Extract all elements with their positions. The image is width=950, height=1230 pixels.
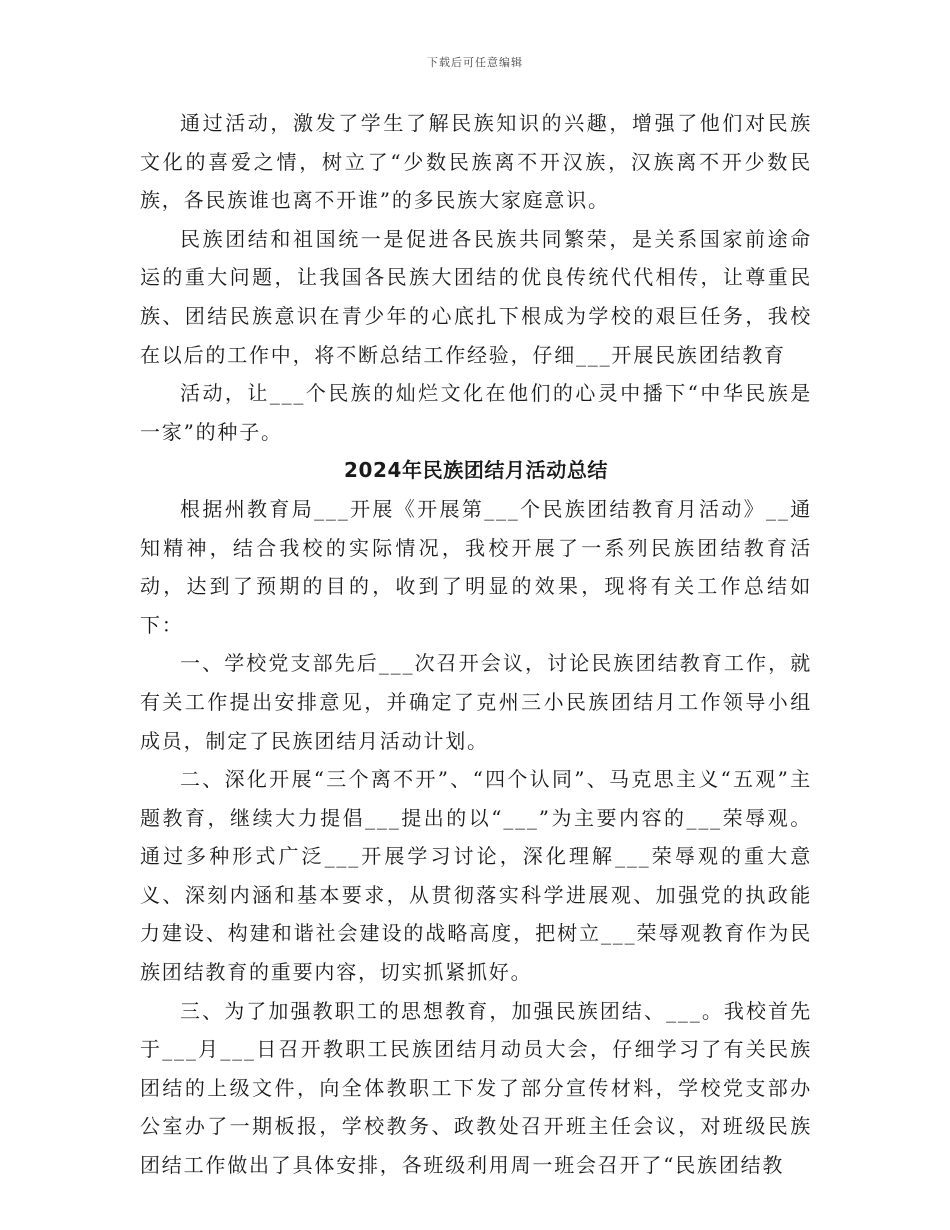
paragraph: 二、深化开展“三个离不开”、“四个认同”、马克思主义“五观”主题教育，继续大力提倡___提出的以“___”为主要内容的___荣辱观。通过多种形式广泛___开展学习讨论，深化理解___荣辱观的重大意义、深刻内涵和基本要求，从贯彻落实科学进展观、加强党的执政能力建设、构建和谐社会建设的战略高度，把树立___荣辱观教育作为民族团结教育的重要内容，切实抓紧抓好。 bbox=[140, 767, 812, 985]
paragraph: 根据州教育局___开展《开展第___个民族团结教育月活动》__通知精神，结合我校的实际情况，我校开展了一系列民族团结教育活动，达到了预期的目的，收到了明显的效果，现将有关工作总结如下： bbox=[140, 496, 812, 637]
paragraph: 民族团结和祖国统一是促进各民族共同繁荣，是关系国家前途命运的重大问题，让我国各民族大团结的优良传统代代相传，让尊重民族、团结民族意识在青少年的心底扎下根成为学校的艰巨任务，我校在以后的工作中，将不断总结工作经验，仔细___开展民族团结教育 bbox=[140, 226, 812, 367]
document-body bbox=[140, 104, 812, 1185]
page-header-note: 下载后可任意编辑 bbox=[427, 56, 523, 69]
section-title: 2024年民族团结月活动总结 bbox=[343, 458, 609, 483]
paragraph: 三、为了加强教职工的思想教育，加强民族团结、___。我校首先于___月___日召开教职工民族团结月动员大会，仔细学习了有关民族团结的上级文件，向全体教职工下发了部分宣传材料，学校党支部办公室办了一期板报，学校教务、政教处召开班主任会议，对班级民族团结工作做出了具体安排，各班级利用周一班会召开了“民族团结教 bbox=[140, 998, 812, 1178]
paragraph: 通过活动，激发了学生了解民族知识的兴趣，增强了他们对民族文化的喜爱之情，树立了“少数民族离不开汉族，汉族离不开少数民族，各民族谁也离不开谁”的多民族大家庭意识。 bbox=[140, 111, 812, 213]
paragraph: 活动，让___个民族的灿烂文化在他们的心灵中播下“中华民族是一家”的种子。 bbox=[140, 381, 812, 444]
paragraph: 一、学校党支部先后___次召开会议，讨论民族团结教育工作，就有关工作提出安排意见，并确定了克州三小民族团结月工作领导小组成员，制定了民族团结月活动计划。 bbox=[140, 651, 812, 753]
